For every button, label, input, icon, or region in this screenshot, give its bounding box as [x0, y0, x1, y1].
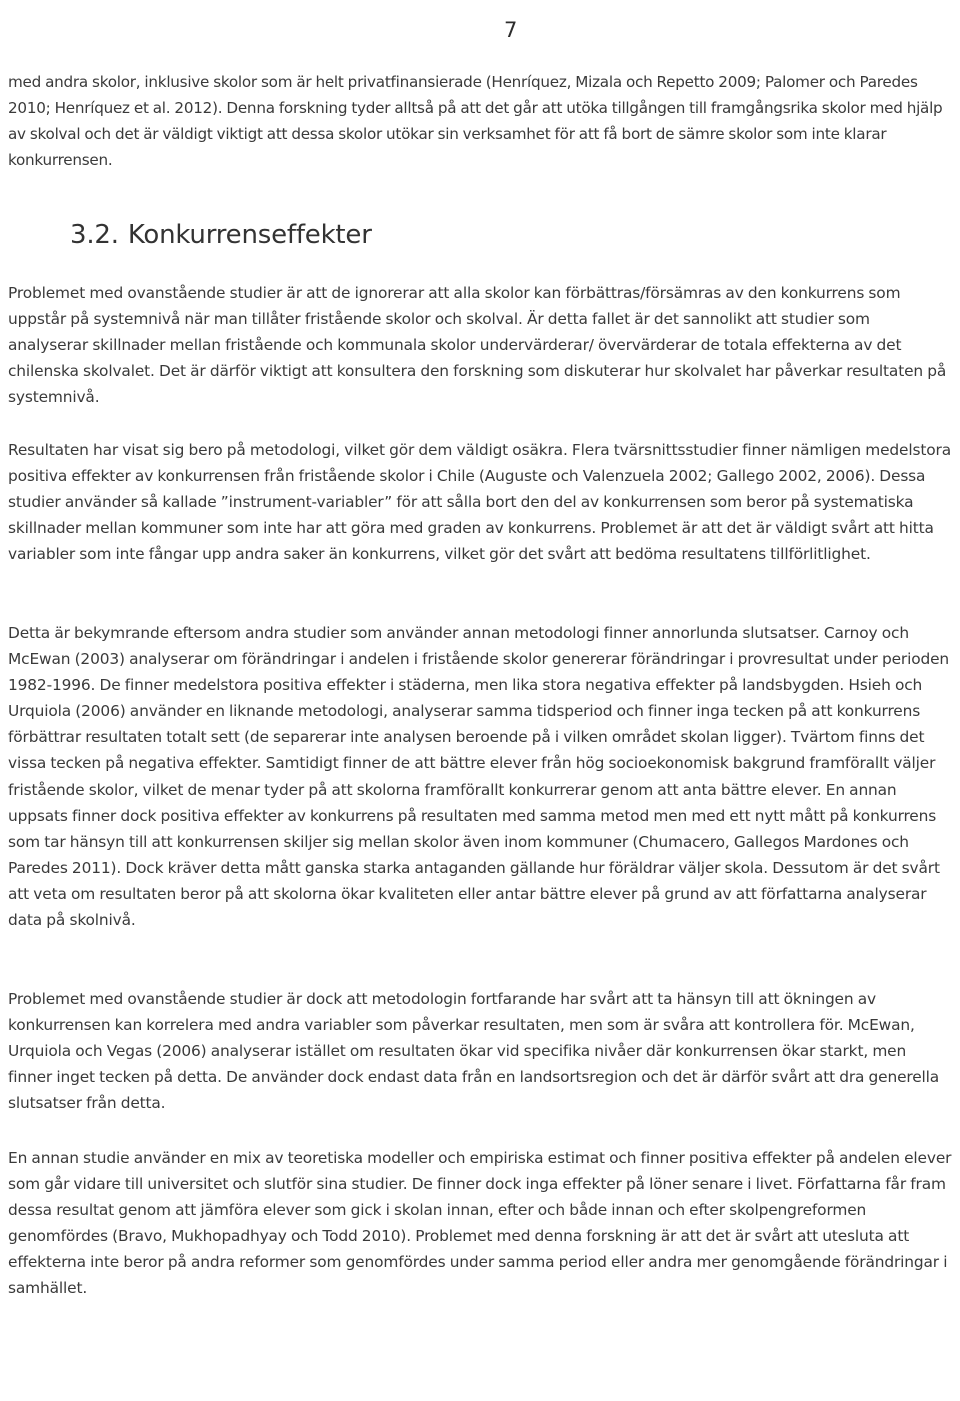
body-paragraph: Problemet med ovanstående studier är att de ignorerar att alla skolor kan förbättras/försämras av den konkurrens som uppstår på systemnivå när man tillåter fristående skolor och skolval. Är detta fallet är det sannolikt att studier som analyserar skillnader mellan fristående och kommunala skolor undervärderar/ övervärderar de totala effekterna av det chilenska skolvalet. Det är därför viktigt att konsultera den forskning som diskuterar hur skolvalet har påverkar resultaten på systemnivå.: [8, 284, 947, 407]
section-title: Konkurrenseffekter: [127, 220, 372, 250]
body-paragraph: Detta är bekymrande eftersom andra studier som använder annan metodologi finner annorlunda slutsatser. Carnoy och McEwan (2003) analyserar om förändringar i andelen i fristående skolor genererar förändringar i provresultat under perioden 1982-1996. De finner medelstora positiva effekter i städerna, men lika stora negativa effekter på landsbygden. Hsieh och Urquiola (2006) använder en liknande metodologi, analyserar samma tidsperiod och finner inga tecken på att konkurrens förbättrar resultaten totalt sett (de separerar inte analysen beroende på i vilken området skolan ligger). Tvärtom finns det vissa tecken på negativa effekter. Samtidigt finner de att bättre elever från hög socioekonomisk bakgrund framförallt väljer fristående skolor, vilket de menar tyder på att skolorna framförallt konkurrerar genom att anta bättre elever. En annan uppsats finner dock positiva effekter av konkurrens på resultaten med samma metod men med ett nytt mått på konkurrens som tar hänsyn till att konkurrensen skiljer sig mellan skolor även inom kommuner (Chumacero, Gallegos Mardones och Paredes 2011). Dock kräver detta mått ganska starka antaganden gällande hur föräldrar väljer skola. Dessutom är det svårt att veta om resultaten beror på att skolorna ökar kvaliteten eller antar bättre elever på grund av att författarna analyserar data på skolnivå.: [8, 624, 949, 930]
body-paragraph: En annan studie använder en mix av teoretiska modeller och empiriska estimat och finner positiva effekter på andelen elever som går vidare till universitet och slutför sina studier. De finner dock inga effekter på löner senare i livet. Författarna får fram dessa resultat genom att jämföra elever som gick i skolan innan, efter och både innan och efter skolpengreformen genomfördes (Bravo, Mukhopadhyay och Todd 2010). Problemet med denna forskning är att det är svårt att utesluta att effekterna inte beror på andra reformer som genomfördes under samma period eller andra mer genomgående förändringar i samhället.: [8, 1149, 952, 1298]
page-number: 7: [504, 18, 518, 42]
section-number: 3.2.: [70, 220, 119, 250]
body-paragraph: Problemet med ovanstående studier är dock att metodologin fortfarande har svårt att ta hänsyn till att ökningen av konkurrensen kan korrelera med andra variabler som påverkar resultaten, men som är svåra att kontrollera för. McEwan, Urquiola och Vegas (2006) analyserar istället om resultaten ökar vid specifika nivåer där konkurrensen ökar starkt, men finner inget tecken på detta. De använder dock endast data från en landsortsregion och det är därför svårt att dra generella slutsatser från detta.: [8, 990, 940, 1113]
intro-paragraph: med andra skolor, inklusive skolor som är helt privatfinansierade (Henríquez, Mizala och Repetto 2009; Palomer och Paredes 2010; Henríquez et al. 2012). Denna forskning tyder alltså på att det går att utöka tillgången till framgångsrika skolor med hjälp av skolval och det är väldigt viktigt att dessa skolor utökar sin verksamhet för att få bort de sämre skolor som inte klarar konkurrensen.: [8, 73, 943, 170]
section-heading: [70, 220, 372, 250]
body-paragraph: Resultaten har visat sig bero på metodologi, vilket gör dem väldigt osäkra. Flera tvärsnittsstudier finner nämligen medelstora positiva effekter av konkurrensen från fristående skolor i Chile (Auguste och Valenzuela 2002; Gallego 2002, 2006). Dessa studier använder så kallade ”instrument-variabler” för att sålla bort den del av konkurrensen som beror på systematiska skillnader mellan kommuner som inte har att göra med graden av konkurrens. Problemet är att det är väldigt svårt att hitta variabler som inte fångar upp andra saker än konkurrens, vilket gör det svårt att bedöma resultatens tillförlitlighet.: [8, 441, 951, 564]
